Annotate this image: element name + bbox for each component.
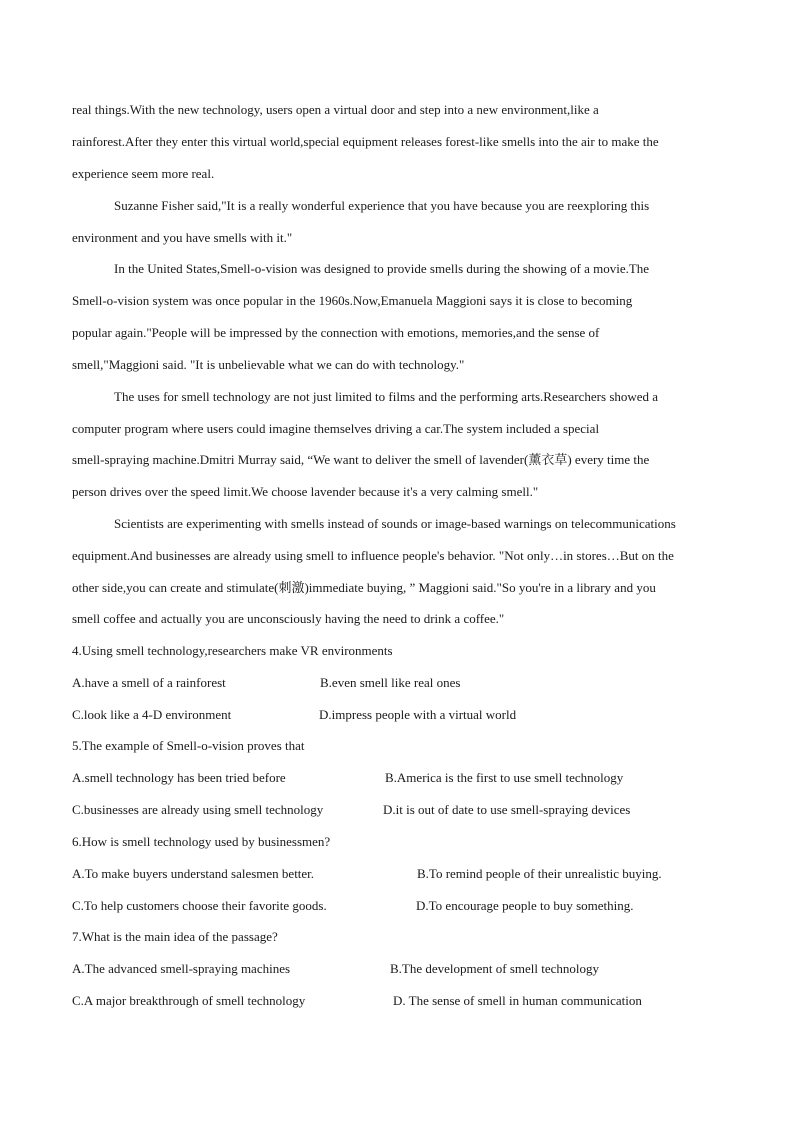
option-c: C.To help customers choose their favorite goods.: [72, 898, 327, 913]
question-stem: 6.How is smell technology used by businessmen?: [72, 834, 331, 849]
passage-line: person drives over the speed limit.We choose lavender because it's a very calming smell.": [72, 484, 539, 499]
passage-line: experience seem more real.: [72, 166, 215, 181]
option-b: B.even smell like real ones: [320, 675, 461, 690]
passage-line: environment and you have smells with it.": [72, 230, 293, 245]
passage-line: The uses for smell technology are not just limited to films and the performing arts.Researchers showed a: [114, 389, 659, 404]
passage-line: rainforest.After they enter this virtual world,special equipment releases forest-like smells into the air to make the: [72, 134, 659, 149]
option-b: B.The development of smell technology: [390, 961, 600, 976]
option-b: B.To remind people of their unrealistic buying.: [417, 866, 662, 881]
passage-line: Suzanne Fisher said,"It is a really wonderful experience that you have because you are reexploring this: [114, 198, 650, 213]
option-c: C.A major breakthrough of smell technology: [72, 993, 306, 1008]
passage-line: popular again."People will be impressed by the connection with emotions, memories,and the sense of: [72, 325, 600, 340]
option-a: A.have a smell of a rainforest: [72, 675, 226, 690]
passage-line: real things.With the new technology, users open a virtual door and step into a new environment,like a: [72, 102, 599, 117]
option-c: C.look like a 4-D environment: [72, 707, 232, 722]
question-stem: 4.Using smell technology,researchers make VR environments: [72, 643, 393, 658]
option-d: D.it is out of date to use smell-spraying devices: [383, 802, 631, 817]
option-d: D.To encourage people to buy something.: [416, 898, 634, 913]
option-a: A.smell technology has been tried before: [72, 770, 286, 785]
option-d: D.impress people with a virtual world: [319, 707, 517, 722]
passage-line: Smell-o-vision system was once popular in the 1960s.Now,Emanuela Maggioni says it is close to becoming: [72, 293, 633, 308]
passage-line: In the United States,Smell-o-vision was designed to provide smells during the showing of a movie.The: [114, 261, 650, 276]
passage-line: smell coffee and actually you are unconsciously having the need to drink a coffee.": [72, 611, 505, 626]
question-stem: 5.The example of Smell-o-vision proves that: [72, 738, 305, 753]
passage-line: smell-spraying machine.Dmitri Murray said, “We want to deliver the smell of lavender(薰衣草) every time the: [72, 452, 650, 467]
question-stem: 7.What is the main idea of the passage?: [72, 929, 278, 944]
passage-line: other side,you can create and stimulate(刺激)immediate buying, ” Maggioni said."So you're in a library and you: [72, 580, 656, 595]
option-c: C.businesses are already using smell technology: [72, 802, 324, 817]
option-d: D. The sense of smell in human communication: [393, 993, 642, 1008]
passage-line: Scientists are experimenting with smells instead of sounds or image-based warnings on telecommunications: [114, 516, 676, 531]
option-a: A.The advanced smell-spraying machines: [72, 961, 291, 976]
passage-line: computer program where users could imagine themselves driving a car.The system included a special: [72, 421, 600, 436]
passage-line: equipment.And businesses are already using smell to influence people's behavior. "Not only…in stores…But on the: [72, 548, 674, 563]
option-a: A.To make buyers understand salesmen better.: [72, 866, 315, 881]
passage-line: smell,"Maggioni said. "It is unbelievable what we can do with technology.": [72, 357, 465, 372]
option-b: B.America is the first to use smell technology: [385, 770, 624, 785]
